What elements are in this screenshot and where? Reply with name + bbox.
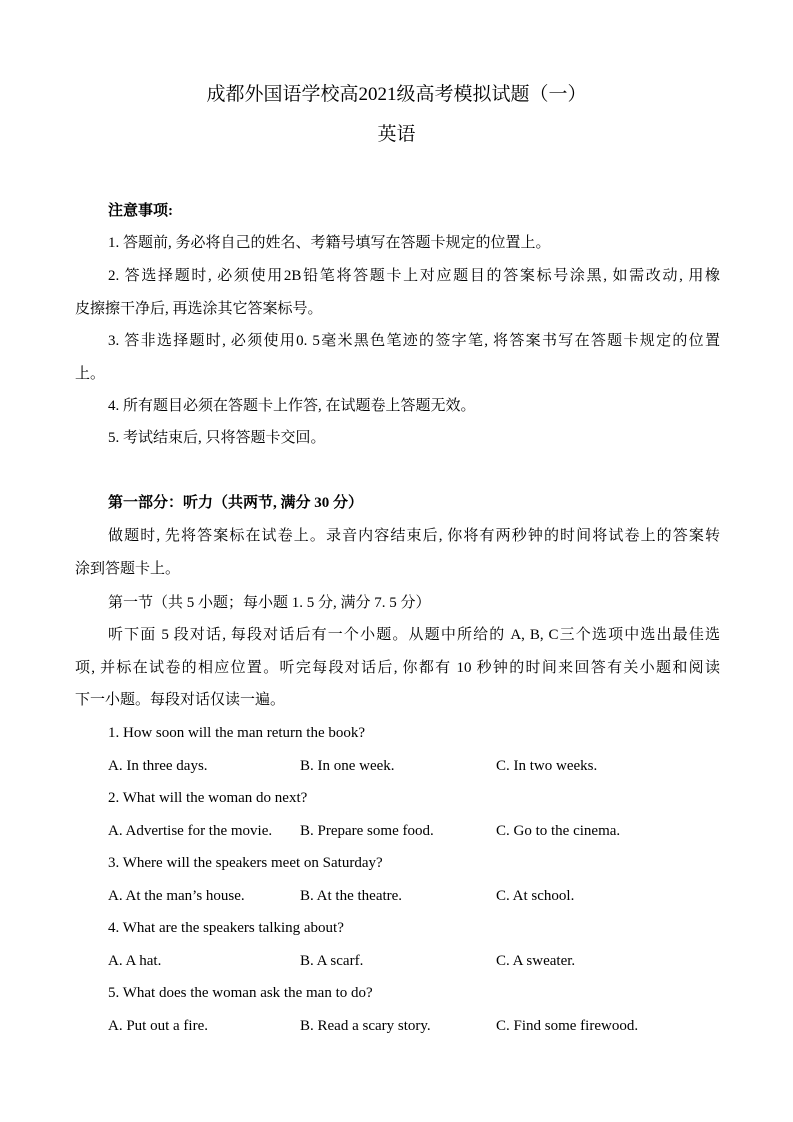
- question-2-option-b: B. Prepare some food.: [300, 823, 434, 839]
- question-4-option-a: A. A hat.: [108, 953, 162, 969]
- question-1-option-c: C. In two weeks.: [496, 758, 598, 774]
- part1-intro: 做题时, 先将答案标在试卷上。录音内容结束后, 你将有两秒钟的时间将试卷上的答案转: [108, 528, 720, 544]
- question-1: 1. How soon will the man return the book?: [108, 725, 366, 741]
- notice-item-2-cont: 皮擦擦干净后, 再选涂其它答案标号。: [75, 301, 323, 317]
- question-4: 4. What are the speakers talking about?: [108, 920, 344, 936]
- question-5-option-a: A. Put out a fire.: [108, 1018, 208, 1034]
- question-1-option-b: B. In one week.: [300, 758, 395, 774]
- section1-instructions-cont: 项, 并标在试卷的相应位置。听完每段对话后, 你都有 10 秒钟的时间来回答有关小题和阅读: [75, 660, 720, 676]
- question-2-option-a: A. Advertise for the movie.: [108, 823, 273, 839]
- section1-instructions-end: 下一小题。每段对话仅读一遍。: [75, 692, 286, 708]
- question-2: 2. What will the woman do next?: [108, 790, 308, 806]
- question-5: 5. What does the woman ask the man to do?: [108, 985, 373, 1001]
- question-2-option-c: C. Go to the cinema.: [496, 823, 621, 839]
- question-3-option-c: C. At school.: [496, 888, 575, 904]
- question-1-option-a: A. In three days.: [108, 758, 208, 774]
- question-3-option-b: B. At the theatre.: [300, 888, 403, 904]
- question-4-option-b: B. A scarf.: [300, 953, 364, 969]
- question-4-option-c: C. A sweater.: [496, 953, 576, 969]
- question-5-option-c: C. Find some firewood.: [496, 1018, 639, 1034]
- notice-item-4: 4. 所有题目必须在答题卡上作答, 在试题卷上答题无效。: [108, 398, 476, 414]
- notice-item-2: 2. 答选择题时, 必须使用2B铅笔将答题卡上对应题目的答案标号涂黑, 如需改动, 用橡: [108, 268, 720, 284]
- notice-item-5: 5. 考试结束后, 只将答题卡交回。: [108, 430, 326, 446]
- exam-title: 成都外国语学校高2021级高考模拟试题（一）: [206, 84, 587, 105]
- question-3: 3. Where will the speakers meet on Saturday?: [108, 855, 383, 871]
- part1-intro-cont: 涂到答题卡上。: [75, 561, 181, 577]
- notice-item-1: 1. 答题前, 务必将自己的姓名、考籍号填写在答题卡规定的位置上。: [108, 235, 551, 251]
- notice-item-3: 3. 答非选择题时, 必须使用0. 5毫米黑色笔迹的签字笔, 将答案书写在答题卡规定的位置: [108, 333, 720, 349]
- subject-title: 英语: [377, 124, 416, 145]
- notice-item-3-cont: 上。: [75, 366, 106, 382]
- section1-instructions: 听下面 5 段对话, 每段对话后有一个小题。从题中所给的 A, B, C三个选项中选出最佳选: [108, 627, 720, 643]
- section1-heading: 第一节（共 5 小题；每小题 1. 5 分, 满分 7. 5 分）: [108, 595, 431, 611]
- notice-heading: 注意事项:: [108, 203, 173, 219]
- part1-heading: 第一部分：听力（共两节, 满分 30 分）: [108, 495, 364, 511]
- question-5-option-b: B. Read a scary story.: [300, 1018, 431, 1034]
- question-3-option-a: A. At the man’s house.: [108, 888, 245, 904]
